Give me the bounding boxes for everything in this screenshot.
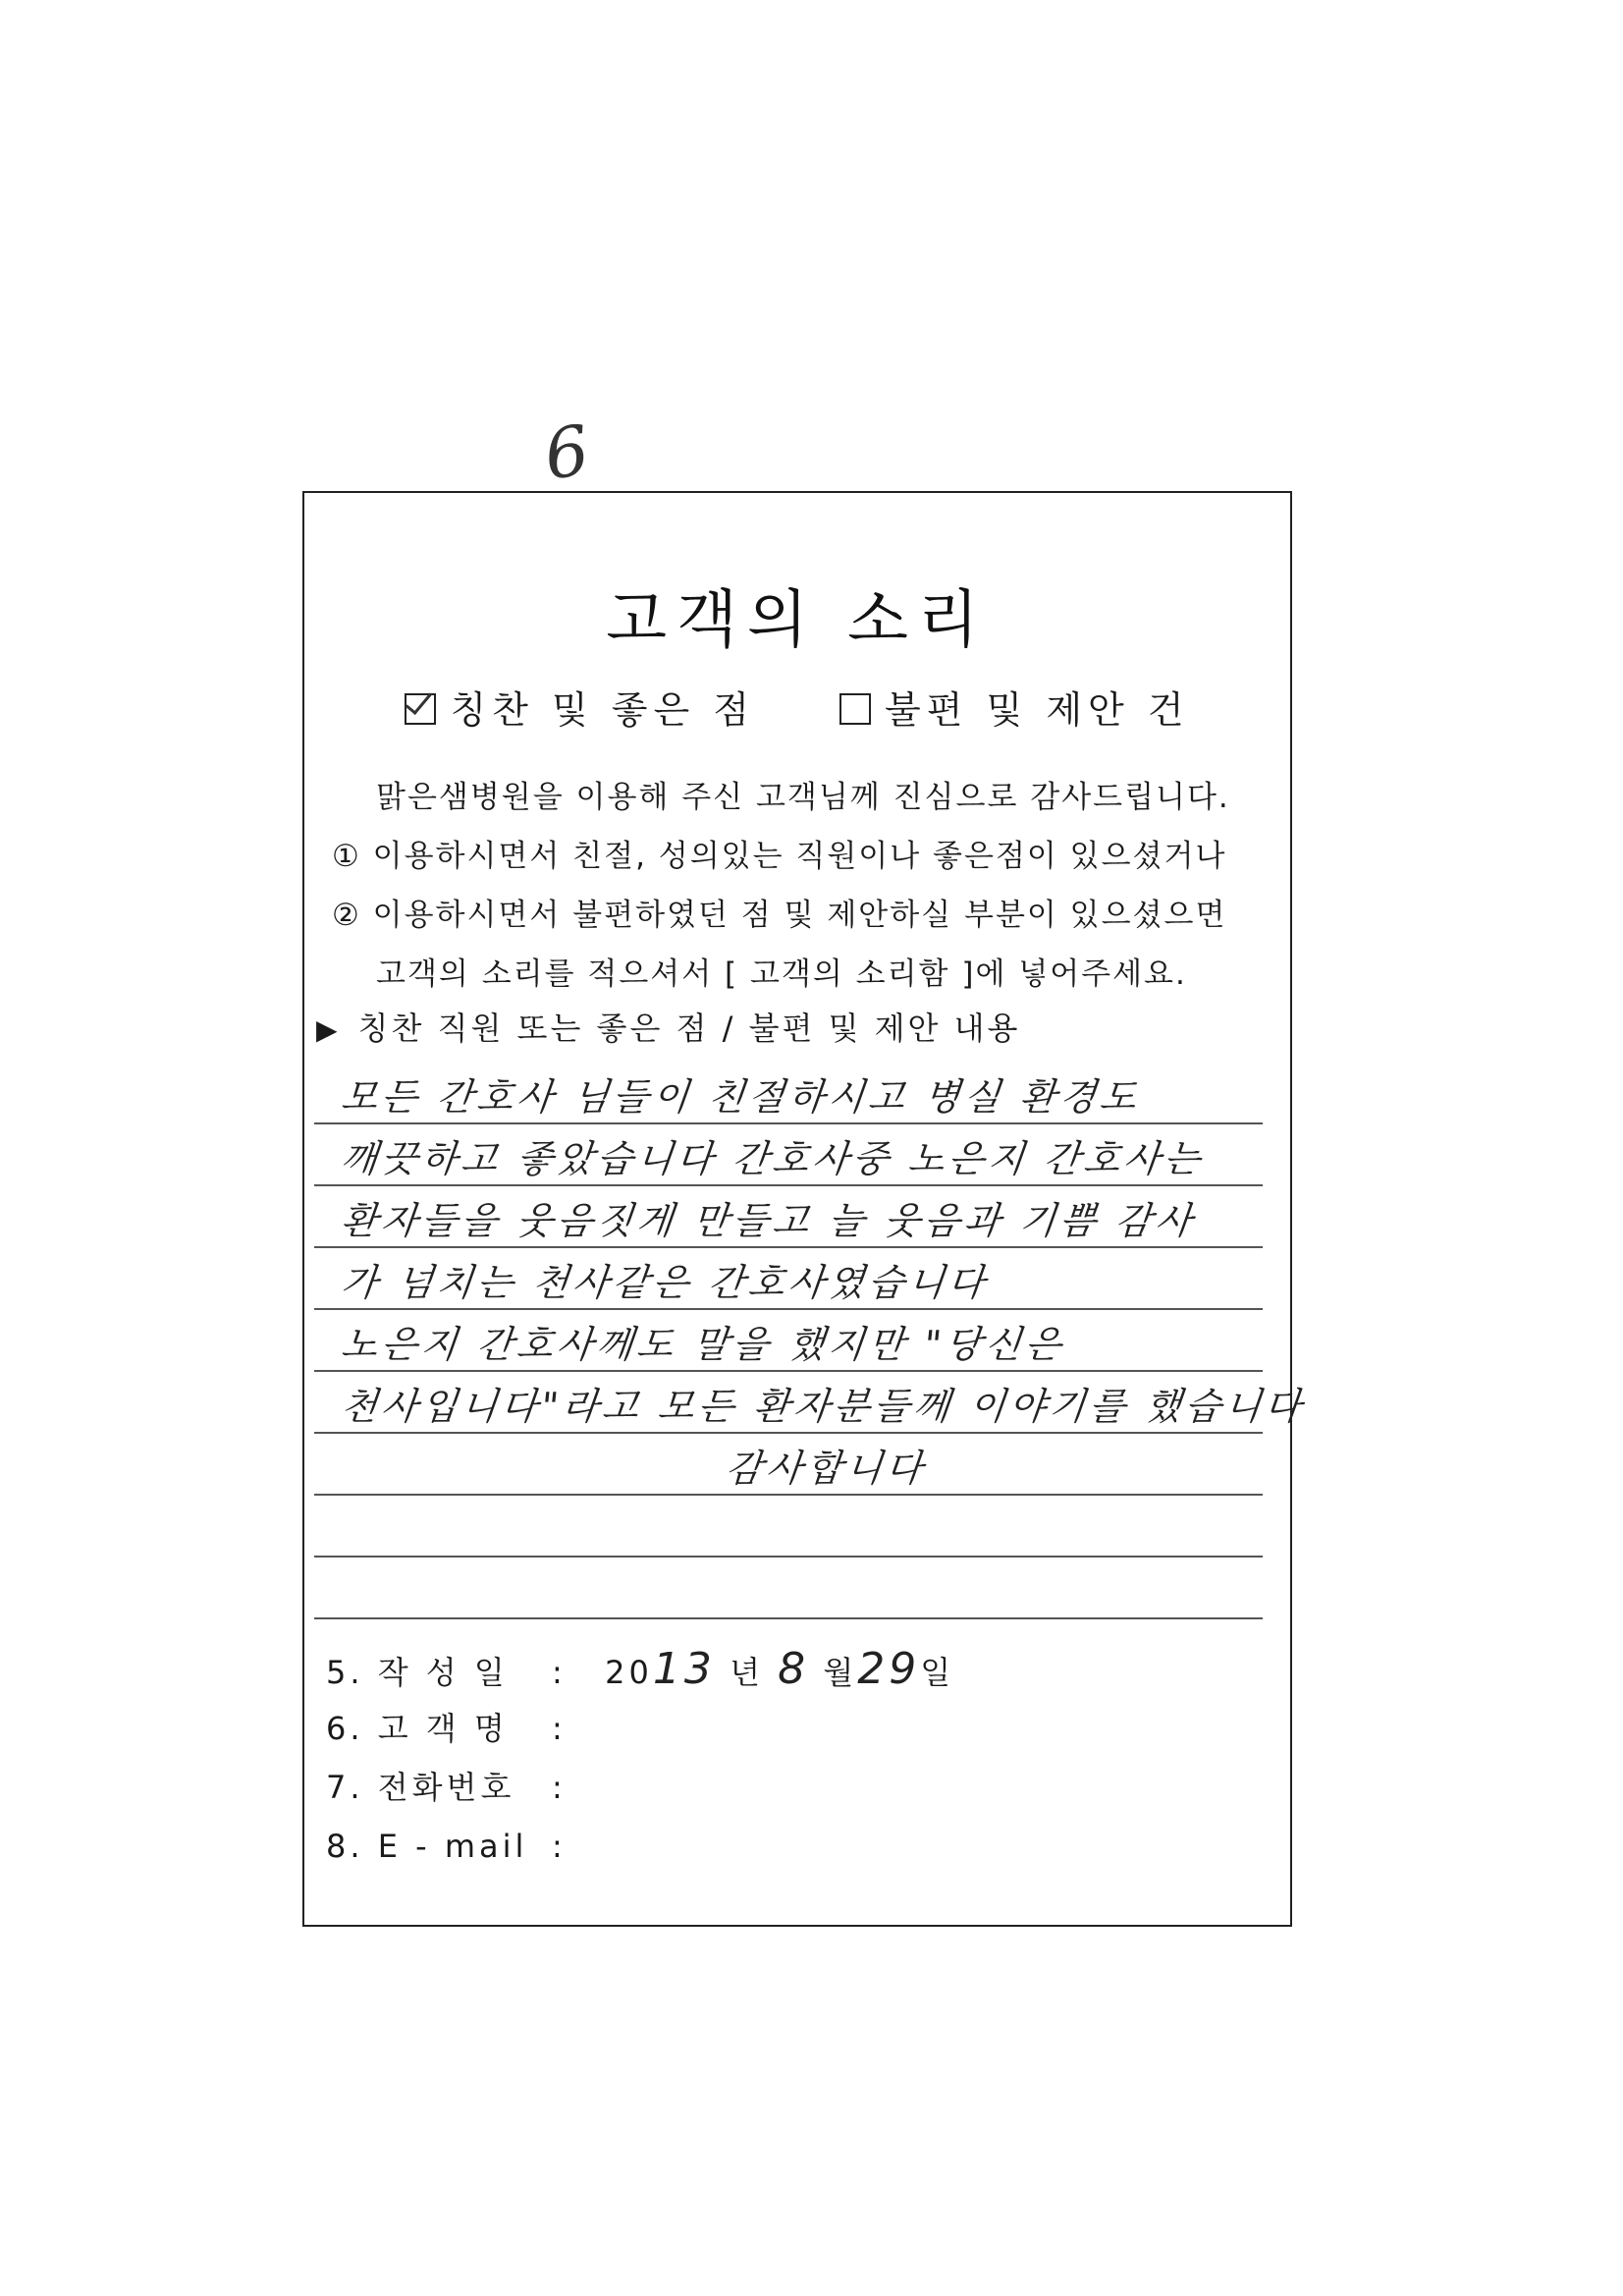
writing-line bbox=[314, 1558, 1263, 1619]
email-label: 8. E - mail bbox=[326, 1828, 528, 1865]
date-month-handwritten: 8 bbox=[778, 1644, 810, 1694]
writing-line bbox=[314, 1186, 1263, 1248]
handwritten-text: 환자들을 웃음짓게 만들고 늘 웃음과 기쁨 감사 bbox=[339, 1199, 1198, 1242]
handwritten-text: 감사합니다 bbox=[724, 1447, 929, 1490]
date-label: 5. 작 성 일 bbox=[326, 1654, 509, 1691]
name-row bbox=[326, 1699, 954, 1758]
phone-label: 7. 전화번호 bbox=[326, 1769, 515, 1806]
writing-line bbox=[314, 1248, 1263, 1310]
intro-line: 맑은샘병원을 이용해 주신 고객님께 진심으로 감사드립니다. bbox=[376, 780, 1230, 815]
date-day-suffix: 일 bbox=[920, 1654, 955, 1691]
feedback-type-options bbox=[304, 680, 1290, 734]
date-month-suffix: 월 bbox=[823, 1654, 858, 1691]
author-info bbox=[326, 1640, 954, 1876]
section-heading-text: 칭찬 직원 또는 좋은 점 / 불편 및 제안 내용 bbox=[357, 1010, 1021, 1047]
option-praise[interactable] bbox=[405, 680, 755, 734]
option-complaint-label: 불편 및 제안 건 bbox=[885, 688, 1190, 732]
section-heading bbox=[316, 1004, 1020, 1049]
date-day-handwritten: 29 bbox=[857, 1644, 921, 1694]
feedback-form bbox=[302, 491, 1308, 1927]
date-year-suffix: 년 bbox=[730, 1654, 764, 1691]
colon: : bbox=[552, 1828, 567, 1865]
writing-line bbox=[314, 1310, 1263, 1372]
date-year-prefix: 20 bbox=[605, 1654, 653, 1691]
email-row bbox=[326, 1817, 954, 1876]
writing-line bbox=[314, 1496, 1263, 1558]
phone-row bbox=[326, 1758, 954, 1817]
intro-line: 고객의 소리를 적으셔서 [ 고객의 소리함 ]에 넣어주세요. bbox=[376, 957, 1187, 992]
writing-line bbox=[314, 1124, 1263, 1186]
intro-line: ① 이용하시면서 친절, 성의있는 직원이나 좋은점이 있으셨거나 bbox=[332, 839, 1227, 874]
writing-line bbox=[314, 1434, 1263, 1496]
praise-checkbox-icon[interactable] bbox=[405, 693, 436, 725]
handwritten-content bbox=[314, 1063, 1308, 1619]
colon: : bbox=[552, 1769, 567, 1806]
option-praise-label: 칭찬 및 좋은 점 bbox=[450, 688, 755, 732]
handwritten-text: 천사입니다"라고 모든 환자분들께 이야기를 했습니다 bbox=[339, 1385, 1308, 1428]
form-title: 고객의 소리 bbox=[606, 584, 989, 657]
complaint-checkbox-icon[interactable] bbox=[839, 693, 871, 725]
writing-line bbox=[314, 1372, 1308, 1434]
colon: : bbox=[552, 1710, 567, 1747]
handwritten-text: 노은지 간호사께도 말을 했지만 "당신은 bbox=[339, 1323, 1068, 1366]
handwritten-text: 모든 간호사 님들이 친절하시고 병실 환경도 bbox=[339, 1075, 1143, 1119]
page-number-mark: 6 bbox=[539, 410, 595, 496]
triangle-bullet-icon: ▶ bbox=[316, 1013, 341, 1046]
handwritten-text: 깨끗하고 좋았습니다 간호사중 노은지 간호사는 bbox=[339, 1137, 1207, 1180]
date-year-handwritten: 13 bbox=[652, 1644, 716, 1694]
name-label: 6. 고 객 명 bbox=[326, 1710, 509, 1747]
colon: : bbox=[552, 1654, 567, 1691]
handwritten-text: 가 넘치는 천사같은 간호사였습니다 bbox=[339, 1261, 991, 1304]
intro-text bbox=[332, 768, 1271, 1004]
writing-line bbox=[314, 1063, 1263, 1124]
date-row bbox=[326, 1640, 954, 1699]
intro-line: ② 이용하시면서 불편하였던 점 및 제안하실 부분이 있으셨으면 bbox=[332, 898, 1227, 933]
option-complaint[interactable] bbox=[839, 680, 1190, 734]
